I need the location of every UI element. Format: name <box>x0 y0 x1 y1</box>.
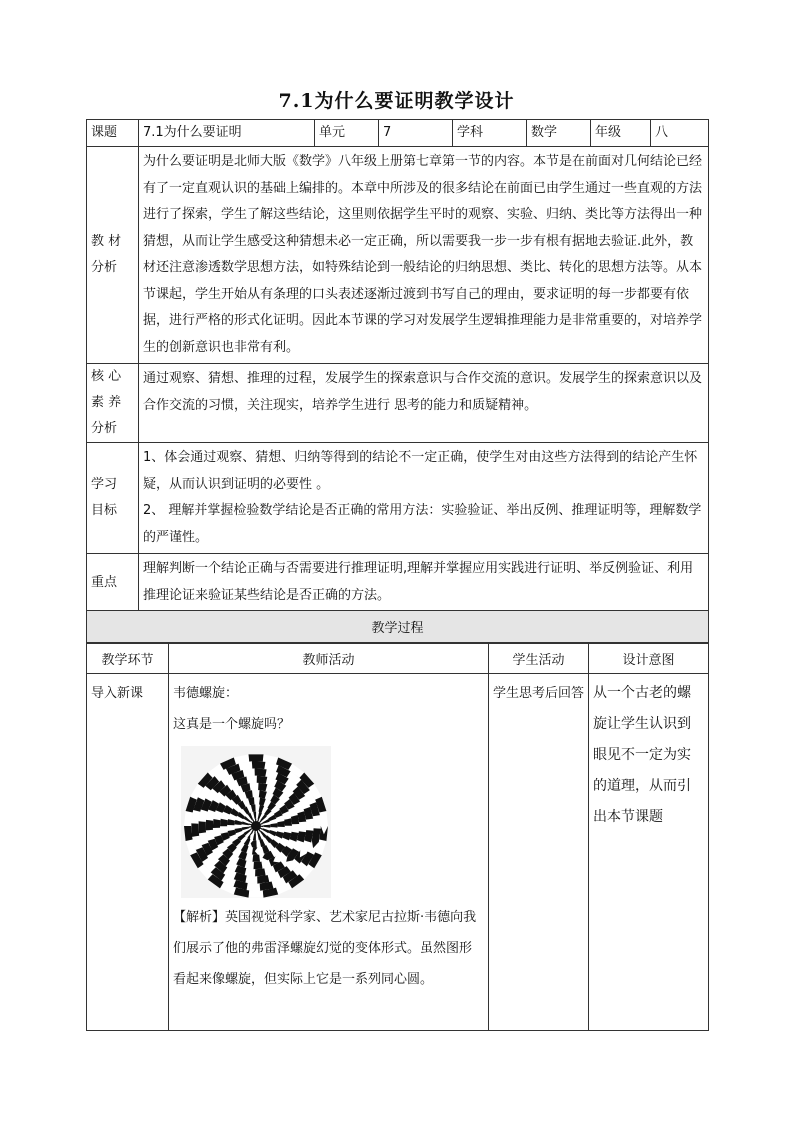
teacher-analysis: 【解析】英国视觉科学家、艺术家尼古拉斯·韦德向我们展示了他的弗雷泽螺旋幻觉的变体形式。虽然图形看起来像螺旋，但实际上它是一系列同心圆。 <box>173 910 477 987</box>
subject-label: 学科 <box>453 120 527 147</box>
grade-label: 年级 <box>591 120 651 147</box>
section-row <box>87 364 709 443</box>
subject-value: 数学 <box>527 120 591 147</box>
column-header: 教学环节 <box>87 643 169 674</box>
column-header-row <box>87 643 709 674</box>
column-header: 教师活动 <box>169 643 489 674</box>
intent-cell: 从一个古老的螺旋让学生认识到眼见不一定为实的道理，从而引出本节课题 <box>589 674 709 1031</box>
info-row <box>87 120 709 147</box>
section-text: 通过观察、猜想、推理的过程，发展学生的探索意识与合作交流的意识。发展学生的探索意识以及合作交流的习惯，关注现实，培养学生进行 思考的能力和质疑精神。 <box>139 364 709 443</box>
section-row <box>87 147 709 364</box>
stage-cell: 导入新课 <box>87 674 169 1031</box>
teacher-cell <box>169 674 489 1031</box>
teacher-line: 这真是一个螺旋吗？ <box>173 717 291 732</box>
process-table <box>86 610 709 1031</box>
spiral-illustration <box>181 746 331 898</box>
section-label: 核 心 素 养 分析 <box>87 364 139 443</box>
section-row <box>87 554 709 612</box>
wade-spiral-image <box>181 746 331 898</box>
section-label: 学习 目标 <box>87 443 139 554</box>
unit-label: 单元 <box>315 120 379 147</box>
section-row <box>87 443 709 554</box>
course-label: 课题 <box>87 120 139 147</box>
spiral-center <box>251 821 261 831</box>
column-header: 学生活动 <box>489 643 589 674</box>
section-label: 教 材 分析 <box>87 147 139 364</box>
student-cell: 学生思考后回答 <box>489 674 589 1031</box>
section-text: 为什么要证明是北师大版《数学》八年级上册第七章第一节的内容。本节是在前面对几何结论已经有了一定直观认识的基础上编排的。本章中所涉及的很多结论在前面已由学生通过一些直观的方法进行了探索，学生了解这些结论，这里则依据学生平时的观察、实验、归纳、类比等方法得出一种猜想，从而让学生感受这种猜想未必一定正确，所以需要我一步一步有根有据地去验证.此外，教材还注意渗透数学思想方法，如特殊结论到一般结论的归纳思想、类比、转化的思想方法等。从本节课起，学生开始从有条理的口头表述逐渐过渡到书写自己的理由，要求证明的每一步都要有依据，进行严格的形式化证明。因此本节课的学习对发展学生逻辑推理能力是非常重要的，对培养学生的创新意识也非常有利。 <box>139 147 709 364</box>
section-label: 重点 <box>87 554 139 612</box>
lesson-info-table <box>86 119 709 644</box>
teacher-line: 韦德螺旋： <box>173 686 239 701</box>
section-text: 1、体会通过观察、猜想、归纳等得到的结论不一定正确，使学生对由这些方法得到的结论产生怀疑，从而认识到证明的必要性 。 2、 理解并掌握检验数学结论是否正确的常用方法：实验验证、举出反例、推理证明等，理解数学的严谨性。 <box>139 443 709 554</box>
course-value: 7.1为什么要证明 <box>139 120 315 147</box>
process-row <box>87 674 709 1031</box>
page-title: 7.1为什么要证明教学设计 <box>278 90 515 112</box>
column-header: 设计意图 <box>589 643 709 674</box>
grade-value: 八 <box>651 120 709 147</box>
process-header: 教学过程 <box>87 611 709 643</box>
section-text: 理解判断一个结论正确与否需要进行推理证明,理解并掌握应用实践进行证明、举反例验证、利用推理论证来验证某些结论是否正确的方法。 <box>139 554 709 612</box>
unit-value: 7 <box>379 120 453 147</box>
